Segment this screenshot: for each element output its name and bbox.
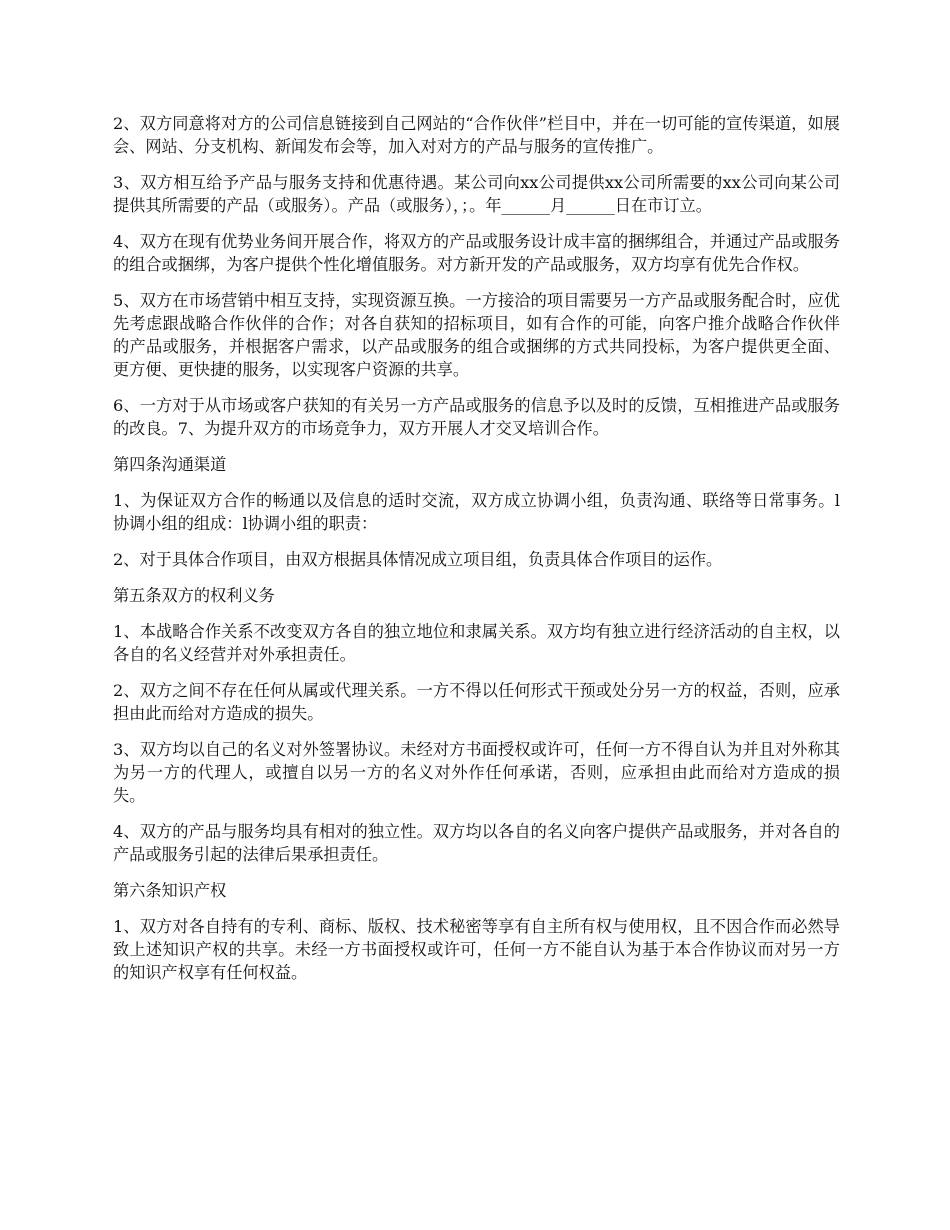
rights-clause-3: 3、双方均以自己的名义对外签署协议。未经对方书面授权或许可，任何一方不得自认为并且对外称其为另一方的代理人，或擅自以另一方的名义对外作任何承诺，否则，应承担由此而给对方造成的损失。 — [113, 740, 840, 805]
clause-2-promotion: 2、双方同意将对方的公司信息链接到自己网站的“合作伙伴”栏目中，并在一切可能的宣传渠道，如展会、网站、分支机构、新闻发布会等，加入对对方的产品与服务的宣传推广。 — [113, 114, 840, 156]
rights-clause-2: 2、双方之间不存在任何从属或代理关系。一方不得以任何形式干预或处分另一方的权益，否则，应承担由此而给对方造成的损失。 — [113, 681, 840, 723]
document-page — [113, 112, 840, 997]
rights-clause-1: 1、本战略合作关系不改变双方各自的独立地位和隶属关系。双方均有独立进行经济活动的自主权，以各自的名义经营并对外承担责任。 — [113, 622, 840, 664]
section-heading-rights: 第五条双方的权利义务 — [113, 586, 275, 605]
rights-clause-4: 4、双方的产品与服务均具有相对的独立性。双方均以各自的名义向客户提供产品或服务，并对各自的产品或服务引起的法律后果承担责任。 — [113, 822, 840, 864]
communication-clause-1: 1、为保证双方合作的畅通以及信息的适时交流，双方成立协调小组，负责沟通、联络等日常事务。l协调小组的组成：l协调小组的职责： — [113, 491, 840, 533]
clause-4-bundling: 4、双方在现有优势业务间开展合作，将双方的产品或服务设计成丰富的捆绑组合，并通过产品或服务的组合或捆绑，为客户提供个性化增值服务。对方新开发的产品或服务，双方均享有优先合作权。 — [113, 232, 840, 274]
clause-5-marketing: 5、双方在市场营销中相互支持，实现资源互换。一方接洽的项目需要另一方产品或服务配合时，应优先考虑跟战略合作伙伴的合作；对各自获知的招标项目，如有合作的可能，向客户推介战略合作伙伴的产品或服务，并根据客户需求，以产品或服务的组合或捆绑的方式共同投标，为客户提供更全面、更方便、更快捷的服务，以实现客户资源的共享。 — [113, 291, 840, 379]
clause-6-feedback: 6、一方对于从市场或客户获知的有关另一方产品或服务的信息予以及时的反馈，互相推进产品或服务的改良。7、为提升双方的市场竞争力，双方开展人才交叉培训合作。 — [113, 396, 840, 438]
section-heading-ip: 第六条知识产权 — [113, 881, 227, 900]
section-heading-communication: 第四条沟通渠道 — [113, 455, 227, 474]
clause-3-product-support: 3、双方相互给予产品与服务支持和优惠待遇。某公司向xx公司提供xx公司所需要的xx公司向某公司提供其所需要的产品（或服务）。产品（或服务），；。年______月______日在市订立。 — [113, 173, 840, 215]
ip-clause-1: 1、双方对各自持有的专利、商标、版权、技术秘密等享有自主所有权与使用权，且不因合作而必然导致上述知识产权的共享。未经一方书面授权或许可，任何一方不能自认为基于本合作协议而对另一方的知识产权享有任何权益。 — [113, 917, 840, 982]
communication-clause-2: 2、对于具体合作项目，由双方根据具体情况成立项目组，负责具体合作项目的运作。 — [113, 550, 723, 569]
